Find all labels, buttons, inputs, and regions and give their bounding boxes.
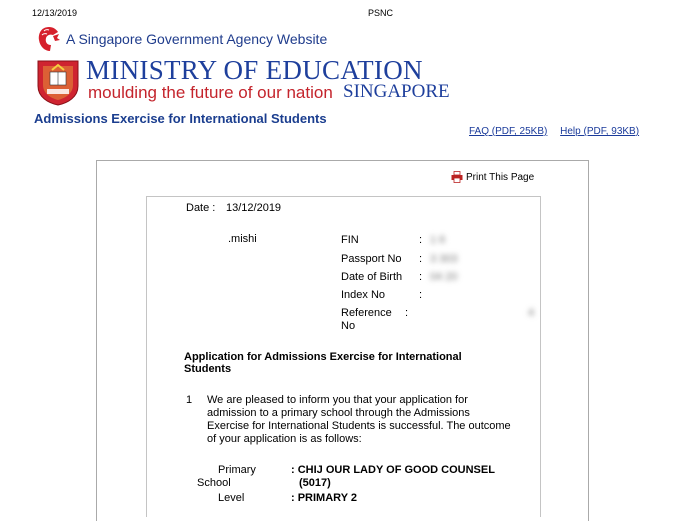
result-school-value: : CHIJ OUR LADY OF GOOD COUNSEL	[291, 464, 495, 476]
field-label-fin: FIN	[341, 234, 359, 246]
gov-banner-text: A Singapore Government Agency Website	[66, 31, 328, 47]
field-label-index: Index No	[341, 289, 386, 301]
ministry-name: MINISTRY OF EDUCATION	[86, 55, 423, 85]
field-sep-reference: :	[405, 307, 409, 319]
page-heading: Admissions Exercise for International Students	[34, 111, 327, 126]
result-school-label: Primary	[218, 464, 256, 476]
paragraph-number: 1	[186, 394, 193, 406]
letter-date-label: Date :	[186, 202, 216, 214]
printer-icon	[451, 171, 463, 183]
field-label-reference-line2: No	[341, 320, 356, 332]
result-school-code: (5017)	[299, 477, 331, 489]
field-value-passport: 3 303	[430, 253, 458, 265]
print-date: 12/13/2019	[32, 8, 78, 18]
result-level-value: : PRIMARY 2	[291, 492, 358, 504]
result-level-label: Level	[218, 492, 245, 504]
field-label-passport: Passport No	[341, 253, 402, 265]
print-title: PSNC	[368, 8, 394, 18]
ministry-tagline: moulding the future of our nation	[88, 83, 333, 102]
field-value-dob: 04 20	[430, 271, 458, 283]
applicant-name: .mishi	[228, 233, 257, 245]
field-value-reference: 4	[528, 307, 535, 319]
letter-subject-line2: Students	[184, 363, 232, 375]
field-sep-dob: :	[419, 271, 423, 283]
gov-banner	[36, 24, 327, 54]
faq-link[interactable]: FAQ (PDF, 25KB)	[469, 126, 548, 137]
help-links	[469, 126, 649, 137]
field-value-fin: 1 6	[430, 234, 446, 246]
field-label-dob: Date of Birth	[341, 271, 403, 283]
lion-head-icon	[36, 25, 62, 53]
letter-subject: Application for Admissions Exercise for International	[184, 351, 462, 363]
moe-crest-icon[interactable]	[35, 58, 81, 106]
field-sep-index: :	[419, 289, 423, 301]
paragraph-line: Exercise for International Students is successful. The outcome	[207, 420, 511, 432]
result-school-label-line2: School	[197, 477, 231, 489]
paragraph-line: of your application is as follows:	[207, 433, 362, 445]
print-page-label: Print This Page	[466, 171, 535, 183]
ministry-country: SINGAPORE	[343, 81, 450, 102]
help-link[interactable]: Help (PDF, 93KB)	[560, 126, 640, 137]
letter-date-value: 13/12/2019	[226, 202, 282, 214]
field-label-reference: Reference	[341, 307, 392, 319]
paragraph-line: admission to a primary school through the Admissions	[207, 407, 470, 419]
paragraph-line: We are pleased to inform you that your application for	[207, 394, 468, 406]
field-sep-fin: :	[419, 234, 423, 246]
field-sep-passport: :	[419, 253, 423, 265]
print-page-button[interactable]	[451, 171, 534, 183]
